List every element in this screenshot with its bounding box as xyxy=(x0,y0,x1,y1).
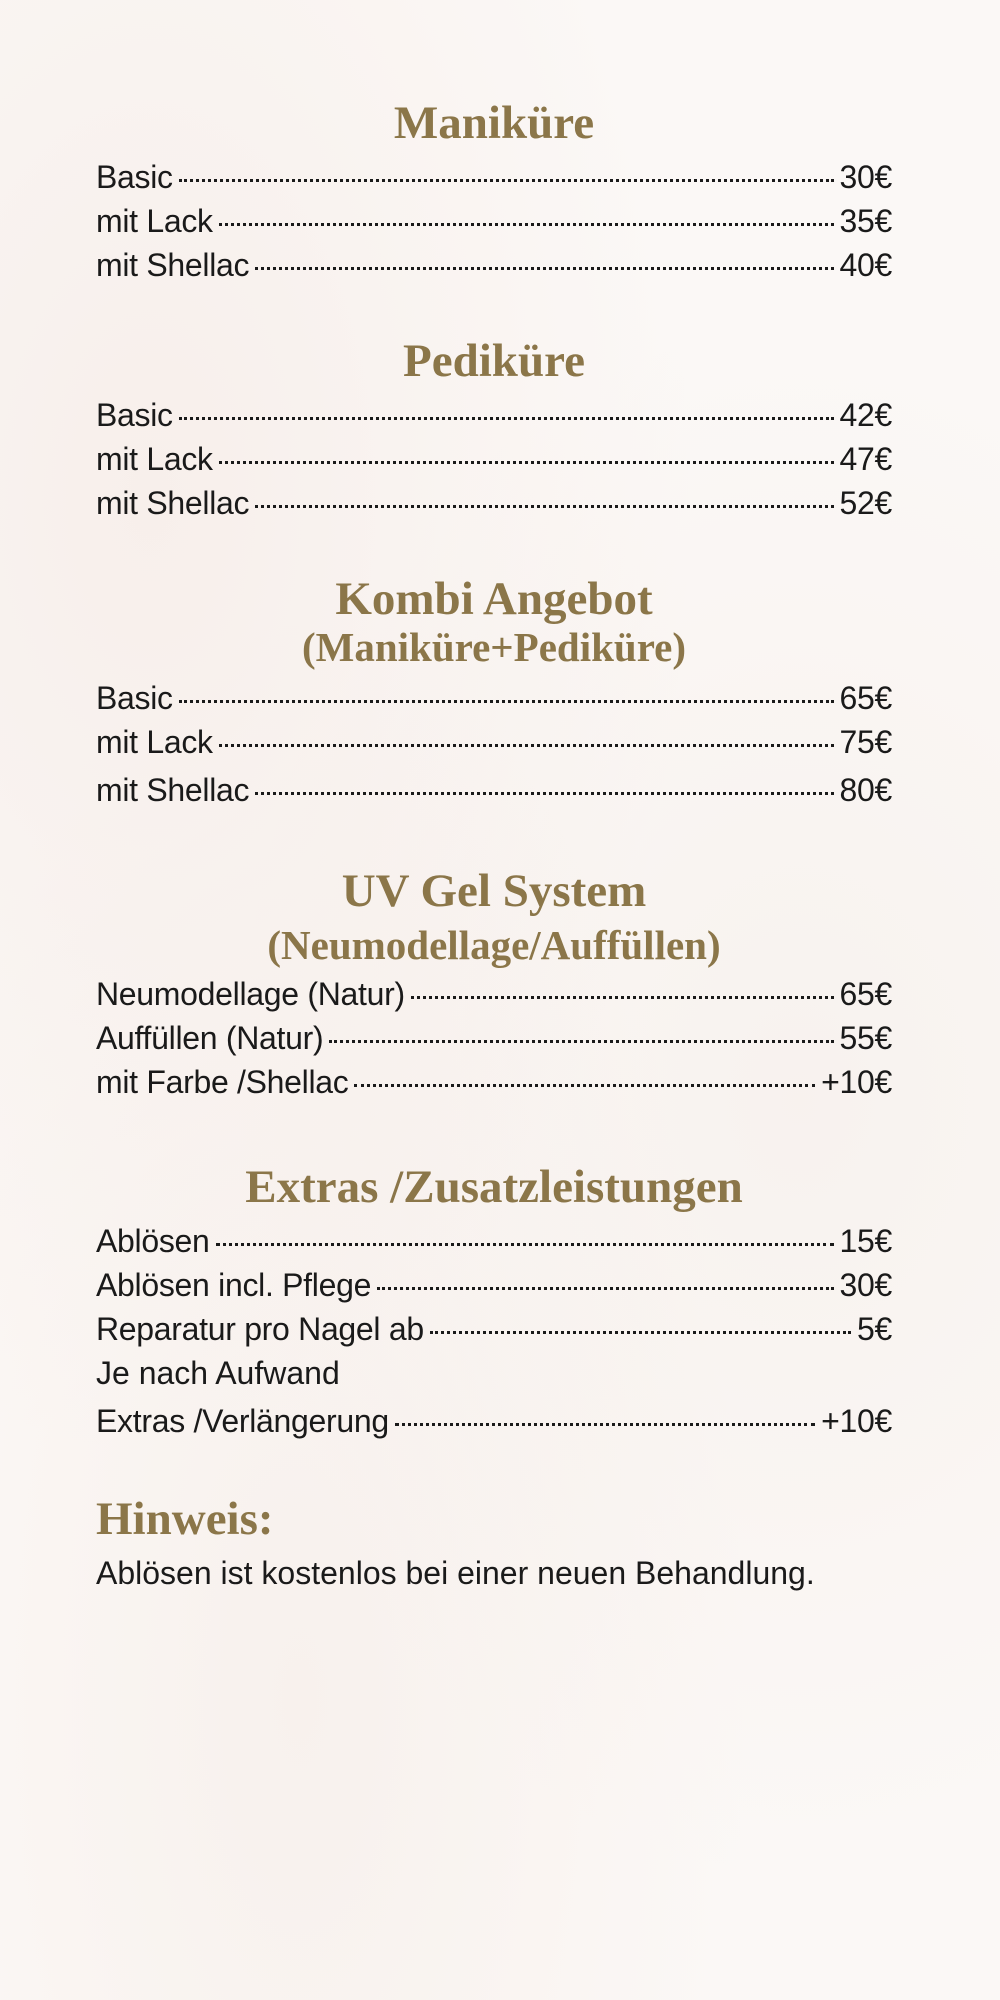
section-subtitle: (Neumodellage/Auffüllen) xyxy=(267,922,721,968)
item-label: mit Lack xyxy=(96,724,213,760)
item-label: Neumodellage (Natur) xyxy=(96,976,405,1012)
item-label: mit Lack xyxy=(96,441,213,477)
item-price: 52€ xyxy=(839,485,892,521)
note-section xyxy=(96,1493,892,1595)
item-label: Auffüllen (Natur) xyxy=(96,1020,324,1056)
price-row xyxy=(96,1060,892,1104)
section-title: Maniküre xyxy=(393,97,595,149)
item-price: 30€ xyxy=(839,159,892,195)
item-label: Basic xyxy=(96,680,173,716)
item-price: 80€ xyxy=(839,772,892,808)
section-extras xyxy=(96,1161,892,1443)
section-title: Kombi Angebot xyxy=(335,573,653,625)
item-price: +10€ xyxy=(821,1403,892,1439)
price-row xyxy=(96,393,892,437)
dot-leader xyxy=(179,700,834,703)
price-row xyxy=(96,1219,892,1263)
section-title: Pediküre xyxy=(403,335,585,387)
section-kombi-angebot xyxy=(96,573,892,812)
dot-leader xyxy=(255,792,833,795)
item-price: 65€ xyxy=(839,680,892,716)
dot-leader xyxy=(179,417,834,420)
price-row xyxy=(96,676,892,720)
item-price: 55€ xyxy=(839,1020,892,1056)
price-row xyxy=(96,1307,892,1351)
section-uv-gel-system xyxy=(96,865,892,1104)
dot-leader xyxy=(377,1287,833,1290)
item-label: Basic xyxy=(96,397,173,433)
item-price: 40€ xyxy=(839,247,892,283)
item-price: 42€ xyxy=(839,397,892,433)
dot-leader xyxy=(216,1243,834,1246)
item-label: Ablösen xyxy=(96,1223,210,1259)
price-row xyxy=(96,481,892,525)
item-price: 35€ xyxy=(839,203,892,239)
price-row xyxy=(96,1263,892,1307)
dot-leader xyxy=(354,1084,815,1087)
dot-leader xyxy=(329,1040,833,1043)
dot-leader xyxy=(430,1331,851,1334)
item-price: 5€ xyxy=(857,1311,892,1347)
dot-leader xyxy=(395,1423,815,1426)
item-label: mit Lack xyxy=(96,203,213,239)
dot-leader xyxy=(219,223,834,226)
item-note: Je nach Aufwand xyxy=(96,1355,340,1391)
note-title: Hinweis: xyxy=(96,1493,274,1545)
item-label: Ablösen incl. Pflege xyxy=(96,1267,372,1303)
item-price: 75€ xyxy=(839,724,892,760)
item-label: mit Farbe /Shellac xyxy=(96,1064,349,1100)
price-row xyxy=(96,1399,892,1443)
dot-leader xyxy=(411,996,834,999)
price-row xyxy=(96,437,892,481)
price-row xyxy=(96,720,892,764)
item-price: 30€ xyxy=(839,1267,892,1303)
section-title: Extras /Zusatzleistungen xyxy=(245,1161,743,1213)
price-row xyxy=(96,768,892,812)
section-pedikuere xyxy=(96,335,892,525)
item-label: Basic xyxy=(96,159,173,195)
item-price: +10€ xyxy=(821,1064,892,1100)
item-label: mit Shellac xyxy=(96,772,250,808)
dot-leader xyxy=(219,461,834,464)
section-title: UV Gel System xyxy=(341,865,647,917)
dot-leader xyxy=(219,744,834,747)
section-manikuere xyxy=(96,97,892,287)
price-row xyxy=(96,1016,892,1060)
price-row xyxy=(96,972,892,1016)
item-label: mit Shellac xyxy=(96,247,250,283)
dot-leader xyxy=(255,267,833,270)
dot-leader xyxy=(179,179,834,182)
price-row xyxy=(96,243,892,287)
section-subtitle: (Maniküre+Pediküre) xyxy=(301,624,686,670)
item-price: 47€ xyxy=(839,441,892,477)
price-row xyxy=(96,155,892,199)
dot-leader xyxy=(255,505,833,508)
item-label: Reparatur pro Nagel ab xyxy=(96,1311,424,1347)
price-row xyxy=(96,199,892,243)
item-label: mit Shellac xyxy=(96,485,250,521)
item-price: 65€ xyxy=(839,976,892,1012)
item-price: 15€ xyxy=(839,1223,892,1259)
note-text: Ablösen ist kostenlos bei einer neuen Behandlung. xyxy=(96,1555,815,1591)
item-label: Extras /Verlängerung xyxy=(96,1403,389,1439)
